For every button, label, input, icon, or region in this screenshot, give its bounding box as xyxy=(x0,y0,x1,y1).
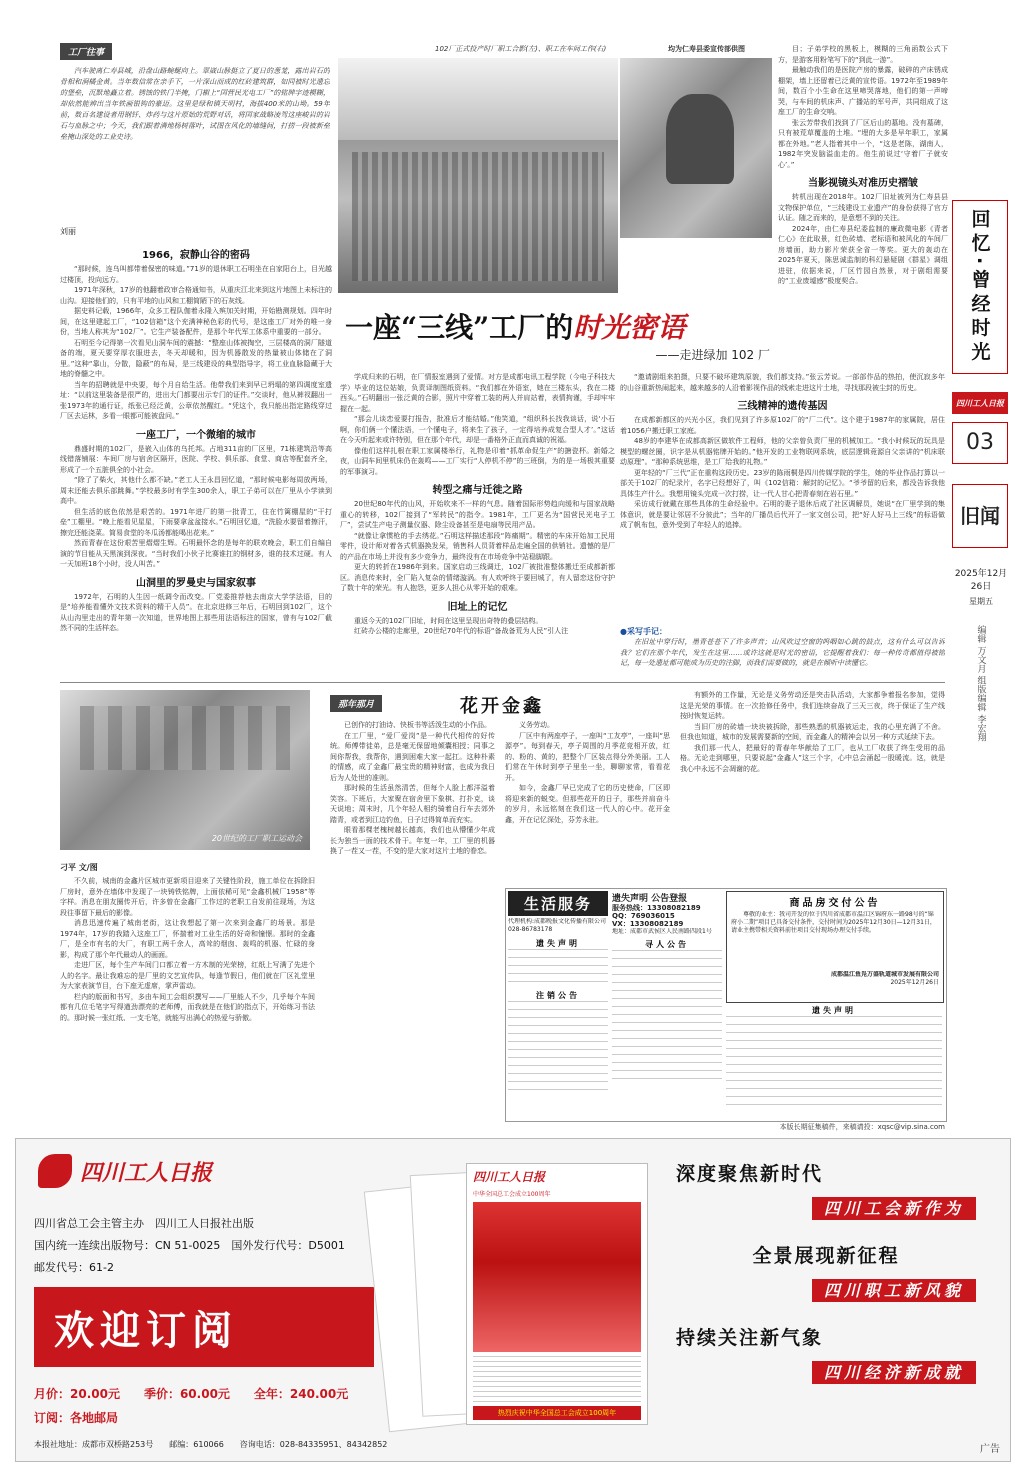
paragraph: 我们那一代人，把最好的青春年华献给了工厂，也从工厂收获了终生受用的品格。无论走到哪里，只要说起“金鑫人”这三个字，心中总会涌起一股暖流。这，就是我心中永远不会凋谢的花。 xyxy=(680,743,945,773)
subhead-gene: 三线精神的遗传基因 xyxy=(737,401,828,412)
subhead-micro-city: 一座工厂，一个微缩的城市 xyxy=(136,429,256,441)
mini-paper-footer: 热烈庆祝中华全国总工会成立100周年 xyxy=(473,1406,641,1420)
paragraph: “那会儿谈恋爱要打报告，批准后才能结婚。”他笑道，“组织科长找我谈话，说‘小石啊，你们俩一个懂法语，一个懂电子，将来生了孩子，一定得培养成复合型人才’。”这话在今天听起来或许特别，但在那个年代，却是一番格外正直而真诚的祝福。 xyxy=(340,415,615,444)
flower-col-1 xyxy=(330,720,495,1125)
paragraph: 在工厂里，“爱厂爱岗”是一种代代相传的好传统。师傅带徒弟，总是毫无保留地倾囊相授；同事之间你帮我，我帮你，遇到困难大家一起扛。这种朴素的情感，成了金鑫厂最宝贵的精神财富，也成为我日后为人处世的准则。 xyxy=(330,731,495,782)
mini-paper-headline: 中华全国总工会成立100周年 xyxy=(473,1191,551,1198)
paragraph: 最触动我们的是医院产房的暴露，破碎的产床锈成棚架，墙上还留着已泛黄的宣传语。1972年至1989年间，数百个小生命在这里啼哭落地，他们的第一声啼哭，与车间的机床声、广播站的军号声，共同组成了这座工厂的生命交响。 xyxy=(778,66,948,116)
flower-tag xyxy=(330,692,382,712)
text-block xyxy=(60,264,332,422)
price-line: 月价：20.00元 季价：60.00元 全年：240.00元 xyxy=(34,1387,349,1401)
page-number: 03 xyxy=(952,422,1008,464)
mini-paper-text xyxy=(473,1356,641,1406)
publication-number: 国内统一连续出版物号：CN 51-0025 国外发行代号：D5001 xyxy=(34,1239,345,1252)
paragraph: 20世纪80年代的山风，开始吹来不一样的气息。随着国际形势趋向缓和与国家战略重心的转移，102厂接到了“军转民”的指令。1981年，工厂更名为“国营民光电子工厂”，尝试生产电子测量仪器、除尘设备甚至是电扇等民用产品。 xyxy=(340,500,615,529)
paragraph: 目；子弟学校的黑板上，模糊的三角函数公式下方，是游客用粉笔写下的“到此一游”。 xyxy=(778,45,948,64)
text-block xyxy=(340,372,615,477)
paragraph: 有额外的工作量，无论是义务劳动还是突击队活动，大家都争着报名参加，觉得这是光荣的事情。在一次抢修任务中，我们连续奋战了三天三夜，终于保证了生产线按时恢复运转。 xyxy=(680,691,945,720)
paragraph: “除了了柴火，其他什么都不缺。”老工人王永昌回忆道，“那时候电影每周放两场，周末还能去俱乐部跳舞。”学校最多时有学生300余人，职工子弟可以在厂里从小学读到高中。 xyxy=(60,476,332,505)
text-block xyxy=(60,876,315,1023)
shop-notice-company: 成都温江鱼凫万盛轨道城市发展有限公司 xyxy=(830,971,939,978)
subscribe-logo xyxy=(38,1151,278,1191)
paragraph: 然而青春在这份艰苦里熠熠生辉。石明最怀念的是每年的联欢晚会，职工们自编自演的节目能从天黑演到深夜。“当时我们小伙子比赛谁扛的钢材多，谁的技术过硬。有人一天加班18个小时，没人叫苦。” xyxy=(60,539,332,568)
life-service-title: 生活服务 xyxy=(508,891,608,916)
article-col-1 xyxy=(60,242,332,674)
paragraph: 厂区中有两座亭子，一座叫“工友亭”，一座叫“思源亭”。每到春天，亭子周围的月季花竞相开放，红的、粉的、黄的，把整个厂区装点得分外美丽。工人们常在午休时到亭子里坐一坐，聊聊家常，看看花开。 xyxy=(505,731,670,782)
slogan-3-line2: 四川经济新成就 xyxy=(812,1361,976,1384)
section-name: 旧闻 xyxy=(952,484,1008,548)
text-block xyxy=(340,499,615,594)
issue-date: 2025年12月26日 xyxy=(954,569,1008,592)
notice-title: 注销公告 xyxy=(536,991,580,1000)
slogan-1-line1: 深度聚焦新时代 xyxy=(676,1163,824,1185)
paragraph: “就像让拿惯枪的手去绣花。”石明这样描述那段“阵痛期”。精密的车床开始加工民用零件，设计师对着各式机器换发呆，销售科人员背着样品走遍全国的供销社。遗憾的是厂的产品在市场上并没有多少竞争力，最终没有在市场竞争中站稳脚跟。 xyxy=(340,531,615,561)
text-block xyxy=(620,372,945,393)
paragraph: 那时候的生活虽然清苦，但每个人脸上都洋溢着笑容。下班后，大家聚在宿舍里下象棋、打扑克，谈天说地；周末时，几个年轻人相约骑着自行车去郊外踏青，或者到江边钓鱼，日子过得简单而充实。 xyxy=(330,784,495,824)
where-line: 订阅：各地邮局 xyxy=(34,1411,119,1425)
photo-caption: 102厂正式投产时厂职工合影(左)、职工在车间工作(右) xyxy=(435,45,607,53)
paragraph: 但生活的底色依然是艰苦的。1971年进厂的第一批青工，住在竹篱棚屋的“干打垒”工棚里。“晚上能看见星星，下雨要拿盆盆接水。”石明回忆道，“洗脸水要留着擦汗，擦完还能浇菜。简易食堂的冬瓜汤都能喝出花来。” xyxy=(60,507,332,537)
slogan-1-line2: 四川工会新作为 xyxy=(812,1197,976,1220)
postscript-title: ●采写手记： xyxy=(620,627,667,636)
announcement-wx: VX：13308082189 xyxy=(612,920,684,928)
paragraph: 2024年，由仁寿县纪委监制的廉政微电影《青者仁心》在此取景，红色砖墙、老标语和被风化的车间厂房墙面，助力影片荣获全省一等奖。更大的轰动在2025年夏天，陈思诚监制的科幻悬疑剧《群星》调组进驻，依据来说，厂区竹园自然景，对于剧组需要的“工业废墟感”极度契合。 xyxy=(778,224,948,285)
text-block xyxy=(620,415,945,531)
paragraph: 像他们这样扎根在职工家属楼举行，礼物是印着“抓革命促生产”的搪瓷杯。新婚之夜，山洞车间里机床仍在轰鸣——工厂实行“人停机不停”的三班倒，为的是一场极其重要的军事演习。 xyxy=(340,446,615,476)
paragraph: 眼看那棵老槐树越长越高，我们也从懵懂少年成长为独当一面的技术骨干。年复一年，工厂里的机器换了一茬又一茬，不变的是大家对这片土地的眷恋。 xyxy=(330,826,495,855)
mini-paper-photo xyxy=(473,1202,641,1352)
life-service-block xyxy=(508,891,608,1117)
paragraph: 当年的招聘就是中央要，每个月自给生活。他带我们来到早已坍塌的第四调度室遗址：“以前这里装备是很严的，进出大门都要出示专门的证件。”交谈时，他从裤衩翻出一张1973年的通行证，纸张已经泛黄，公章依然醒红。“凭这个，我只能出指定路线穿过厂区去运林，多看一眼都可能被盘问。” xyxy=(60,380,332,420)
postscript xyxy=(620,626,945,676)
paragraph: 在成都新都区的兴光小区，我们见到了许多原102厂的“厂二代”。这个建于1987年的家属院，居住着1056户搬迁职工家庭。 xyxy=(620,416,945,435)
ad-label: 广告 xyxy=(980,1444,1000,1455)
announcement-title: 遗失声明 公告登报 xyxy=(612,894,688,904)
postal-code: 邮发代号：61-2 xyxy=(34,1261,114,1274)
paragraph: “那时候，连乌叫都带着保密的味道。”71岁的退休职工石明坐在自家阳台上，目光越过楼顶，投向远方。 xyxy=(60,265,332,284)
logo-text: 四川工人日报 xyxy=(80,1160,213,1186)
text-block xyxy=(505,720,670,825)
text-block xyxy=(60,592,332,634)
worker-photo xyxy=(620,58,772,238)
headline-sub: ——走进绿加 102 厂 xyxy=(655,348,770,362)
text-block xyxy=(778,44,948,170)
flower-title: 花开金鑫 xyxy=(460,696,544,717)
headline-main: 一座“三线”工厂的 xyxy=(345,311,574,344)
text-block xyxy=(680,690,945,774)
paragraph: 已创作的打油诗、快板书等活泼生动的小作品。 xyxy=(344,721,491,729)
paper-stack-image xyxy=(376,1159,661,1434)
top-column xyxy=(60,40,330,240)
subhead-1966: 1966，寂静山谷的密码 xyxy=(142,250,250,261)
article-col-3-bottom xyxy=(620,372,945,622)
paragraph: 义务劳动。 xyxy=(519,721,554,729)
flower-col-3 xyxy=(680,690,945,885)
shop-notice-title: 商品房交付公告 xyxy=(789,898,881,909)
paragraph: 如今，金鑫厂早已完成了它的历史使命，厂区即将迎来新的蜕变。但那些花开的日子，那些并肩奋斗的岁月，永远铭刻在我们这一代人的心中。花开金鑫，开在记忆深处，芬芳永驻。 xyxy=(505,784,670,824)
editors: 编辑 万文月 组版编辑 李宏翔 xyxy=(975,625,986,742)
article-col-3-top xyxy=(778,44,948,362)
paragraph: 红砖办公楼的走廊里，20世纪70年代的标语“备战备荒为人民”引人注 xyxy=(354,627,569,635)
text-block xyxy=(330,720,495,857)
text-block xyxy=(60,444,332,570)
shop-notice-date: 2025年12月26日 xyxy=(890,979,939,986)
notice-title: 遗失声明 xyxy=(812,1006,856,1015)
notice-body xyxy=(508,949,608,987)
article-col-2 xyxy=(340,372,615,674)
logo-mark-icon xyxy=(38,1154,72,1188)
paragraph: 张云芳带我们找到了厂区后山的墓地。没有墓碑，只有被荒草覆盖的土堆。“埋的大多是早年职工，家属都在外地。”老人指着其中一个，“这是老陈，湖南人，1982年突发脑溢血走的。他生前说过‘守着厂子就安心’。” xyxy=(778,118,948,169)
sponsor: 四川省总工会主管主办 四川工人日报社出版 xyxy=(34,1217,254,1230)
announcement-qq: QQ：769036015 xyxy=(612,912,675,920)
paragraph: 采访成行就戴在那些具体的生命经验中。石明的妻子退休后成了社区调解员，她说“在厂里学到的集体意识，就是要让邻居不分彼此”；当年的厂播员后代开了一家文创公司，把“好人好马上三线”的标语做成了帆布包，意外受到了年轻人的追捧。 xyxy=(620,500,945,529)
text-block xyxy=(778,192,948,287)
paragraph: 更大的转折在1986年到来。国家启动三线调迁，102厂被批准整体搬迁至成都新都区。消息传来时，全厂陷入复杂的情绪漩涡。有人欢呼终于要回城了，有人留恋这份守护了数十年的荣光。有人抱怨，更多人担心从零开始的艰难。 xyxy=(340,563,615,592)
ads-footer-note: 本版长期征集稿件，来稿请投：xqsc@vip.sina.com xyxy=(779,1123,945,1131)
column-tag xyxy=(60,40,330,60)
paragraph: 重返今天的102厂旧址，时间在这里呈现出奇特的叠层结构。 xyxy=(354,616,543,625)
paragraph: 转机出现在2018年。102厂旧址被列为仁寿县县文物保护单位，“三线建设工业遗产”的身份获得了官方认证。随之而来的，是意想不到的关注。 xyxy=(778,193,948,222)
paragraph: 1971年深秋，17岁的他翻着政审合格通知书，从重庆江北来到这片地图上未标注的山沟。迎接他们的，只有平地的山风和工棚简陋下的石灰线。 xyxy=(60,286,332,305)
paragraph: 当旧厂房的砖墙一块块被拆除，那些熟悉的机器被运走，我的心里充满了不舍。但我也知道，城市的发展需要新的空间，而金鑫人的精神会以另一种方式延续下去。 xyxy=(680,722,945,741)
paragraph: “邀请剧组来拍摄，只要不破坏建筑原貌，我们都支持。”张云芳说。一部部作品的热拍，使沉寂多年的山谷重新热闹起来，越来越多的人沿着影视作品的线索走进这片土地，寻找那段被尘封的历史。 xyxy=(620,373,945,392)
notice-title: 寻人公告 xyxy=(645,940,689,949)
lower-left-article xyxy=(60,862,315,1124)
section-title: 回忆·曾经时光 xyxy=(968,208,991,366)
headline-accent: 时光密语 xyxy=(573,311,686,344)
headline xyxy=(345,306,775,342)
section-title-box xyxy=(952,200,1008,374)
subscribe-banner-text: 欢迎订阅 xyxy=(54,1306,238,1354)
lower-author: 刁平 文/图 xyxy=(60,863,98,872)
announcement-address: 地址：成都市武侯区人民南路四段1号 xyxy=(612,928,712,935)
paragraph: 消息迅速传遍了城南老街，这让我想起了第一次来到金鑫厂的场景。那是1974年，17岁的我踏入这座工厂，怀揣着对工业生活的好奇和憧憬。那时的金鑫厂，是全市有名的大厂，有职工两千余人，高耸的烟囱、轰鸣的机器、忙碌的身影，构成了那个年代最动人的画面。 xyxy=(60,919,315,959)
slogan-2-line2: 四川职工新风貌 xyxy=(812,1279,976,1302)
paragraph: 不久前，城南的金鑫片区城市更新项目迎来了关键性阶段，施工单位在拆除旧厂房时，意外在墙体中发现了一块铸铁铭牌，上面依稀可见“金鑫机械厂1958”等字样。消息在朋友圈传开后，许多曾在金鑫厂工作过的老职工自发前往现场，为这段往事留下最后的影像。 xyxy=(60,877,315,917)
agent: 代理机构:成都晚报文化传播有限公司 xyxy=(508,918,607,925)
paper-logo xyxy=(952,392,1008,414)
subhead-transition: 转型之痛与迁徙之路 xyxy=(432,485,523,496)
paper-logo-text: 四川工人日报 xyxy=(956,398,1004,408)
paragraph: 据史料记载，1966年，众多工程队伽着永隆入殡加关时期，开始勘测规划。四年时间，在这里建起工厂，“102信箱”这个充满神秘色彩的代号，是这座工厂对外的唯一身份，当地人称其为“102厂”。它生产装备配件，是那个年代军工体系中重要的一部分。 xyxy=(60,307,332,336)
subhead-romance: 山洞里的罗曼史与国家叙事 xyxy=(136,577,256,589)
intro-text: 汽车驶离仁寿县城，沿盘山路蜿蜒向上。翠崴山脉挺立了夏日的葱茏，露出岩石的骨相和涧橘金黄。当年数信常在亲手下，一片深山而成的红砖建筑群，如同被时光遗忘的堡垒，沉默地矗立着。锈蚀的铁门半掩，门楣上“国营民光电工厂”的铭牌字迹模糊，却依然能辨出当年铁画银钩的豪迈。这里是绿和镇天明村，海拔400米的山坳。59年前，数百名建设者用钢钎、炸药与这片原始的荒野对话，将国家战略凌驾这座峻岩的岩石与血脉之中；今天，我们跟着满地杨树落叶，试图在风化的墙缝间，打捞一段被新垒垒掩山深处的工业史诗。 xyxy=(60,67,330,141)
slogan-3-line1: 持续关注新气象 xyxy=(676,1327,824,1349)
slogan-group xyxy=(676,1159,976,1383)
issue-weekday: 星期五 xyxy=(969,597,993,606)
subscribe-banner xyxy=(34,1287,374,1367)
sports-photo xyxy=(60,690,310,850)
paragraph: 1972年，石明的人生因一纸调令而改变。厂党委推荐他去南京大学学法语，目的是“培养能看懂外文技术资料的精干人员”。在北京进修三年后，石明回到102厂，这个从山沟里走出的青年第一次知道，世界地图上那些用法语标注的国家，曾有与102厂截然不同的生活样态。 xyxy=(60,592,332,632)
photo-credit: 均为仁寿县委宣传部供图 xyxy=(668,45,745,53)
announcement-block xyxy=(612,891,722,1117)
notice-body xyxy=(612,950,722,1080)
notice-body xyxy=(508,1001,608,1091)
notice-body xyxy=(726,1016,942,1111)
paragraph: 走进厂区，每个生产车间门口都立着一方木制的光荣榜，红纸上写满了先进个人的名字。最让我难忘的是厂里的文艺宣传队，每逢节假日，他们就在厂区礼堂里为大家表演节目，台下座无虚席，掌声雷动。 xyxy=(60,961,315,990)
flower-col-2 xyxy=(505,720,670,885)
ads-area xyxy=(505,888,947,1122)
subhead-film: 当影视镜头对准历史褶皱 xyxy=(808,178,918,189)
address-line: 本报社地址：成都市双桥路253号 邮编：610066 咨询电话：028-84335951、84342852 xyxy=(34,1440,388,1449)
paragraph: 鼎盛时期的102厂，是嵌入山体的乌托邦。占地311亩的厂区里，71栋建筑沿等高线错落铺展：车间厂房与宿舍区隔开，医院、学校、俱乐部、食堂、商店等配套齐全，形成了一个五脏俱全的小社会。 xyxy=(60,444,332,474)
subscribe-ad xyxy=(15,1138,1011,1462)
group-photo xyxy=(338,58,618,293)
subhead-old-site: 旧址上的记忆 xyxy=(447,601,508,613)
paragraph: 石明至今记得第一次看见山洞车间的震撼：“整座山体被掏空，三层楼高的洞厂隧道备的端，夏天要穿厚衣服进去，冬天却暖和，因为机器散发的热量被山体储在了洞里。”这种“靠山，分散，隐蔽”的布局，是三线建设的典型指导字，将工业血脉隐藏于大地的脊髓之中。 xyxy=(60,338,332,378)
announcement-phone: 服务热线：13308082189 xyxy=(612,904,701,912)
paragraph: 48岁的李建华在成都高新区做软件工程师，他的父亲曾负责厂里的机械加工。“我小时候玩的玩具是模型的螺丝圈，识字是从机器铭牌开始的。”他开发的工业物联网系统，底层逻辑竟源自父亲讲的“机床联动原理”。“那种系统思维，是工厂给我的礼物。” xyxy=(620,437,945,466)
slogan-2-line1: 全景展现新征程 xyxy=(752,1245,900,1267)
lost-notice-block xyxy=(726,1005,942,1117)
shop-notice-block xyxy=(726,891,944,1003)
author-name: 刘丽 xyxy=(60,227,76,236)
agent-phone: 028-86783178 xyxy=(508,926,553,933)
text-block xyxy=(340,616,615,637)
section-rail xyxy=(952,200,1010,990)
notice-title: 遗失声明 xyxy=(536,939,580,948)
paragraph: 栏内的版面和书写，多由车间工会组织撰写——厂里能人不少，几乎每个车间都有几位毛笔字写得遒劲漂亮的老师傅，而我就是在他们的指点下，开始练习书法的。那时候一张红纸、一支毛笔，就能写出满心的热爱与骄傲。 xyxy=(60,992,315,1022)
column-tag-label: 工厂往事 xyxy=(60,43,112,60)
paragraph: 学成归来的石明，在厂情报室遇到了爱情。对方是成都电讯工程学院（今电子科技大学）毕业的这位姑娘，负责译制图纸资料。“我们都在外语室，她在三楼东头，我在二楼西头。”石明翻出一张泛黄的合影，照片中穿着工装的两人并肩站着，表情拘谨，手却牢牢握在一起。 xyxy=(340,373,615,413)
flower-tag-label: 那年那月 xyxy=(330,695,382,712)
sports-photo-caption: 20世纪的工厂职工运动会 xyxy=(211,834,302,843)
postscript-text: 在旧址中穿行时，墨青苍苍下了许多声音；山风吹过空窗的呜咽如心跳的鼓点，这有什么可以告诉我？它们在那个年代，发生在这里……或许这就是时光的密语，它提醒着我们：每一种传奇都值得被铭记，每一处遗址都可能成为历史的注脚，而我们需要做的，就是在倾听中读懂它。 xyxy=(620,638,945,667)
shop-notice-body: 尊敬的业主：我司开发的位于四川省成都市温江区锦府东一路98号的“锦府小二期”项目已具备交付条件，交付时间为2025年12月30日—12月31日，请业主携带相关资料前往项目交付现场办理交付手续。 xyxy=(731,911,936,934)
paragraph: 更年轻的“厂三代”正在重构这段历史。23岁的陈雨桐是四川传媒学院的学生，她的毕业作品打算以一部关于102厂的纪录片，名字已经想好了，叫《102信箱：解封的记忆》。“爷爷留的后来，都没告诉我他具体生产什么。我想用镜头完成一次打捞，让一代人甘心把青春刻在岩石里。” xyxy=(620,468,945,498)
divider xyxy=(60,682,945,683)
mini-paper-logo: 四川工人日报 xyxy=(473,1170,546,1184)
